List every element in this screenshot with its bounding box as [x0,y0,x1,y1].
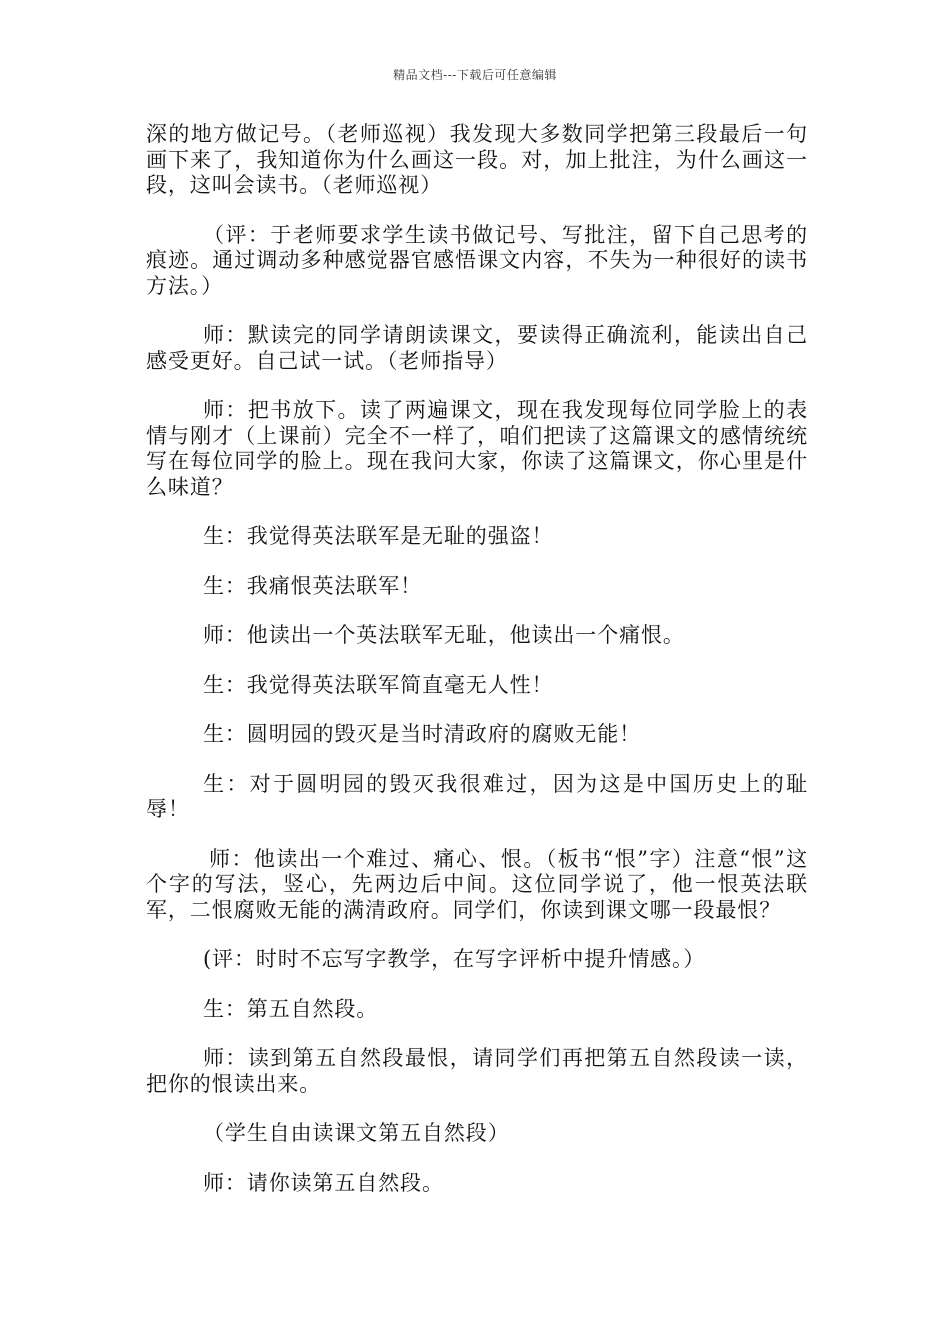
paragraph-8: 生：我觉得英法联军简直毫无人性！ [203,672,554,697]
paragraph-3: 师：默读完的同学请朗读课文，要读得正确流利，能读出自己感受更好。自己试一试。（老师指导） [146,323,808,373]
paragraph-9: 生：圆明园的毁灭是当时清政府的腐败无能！ [203,722,641,746]
paragraph-7: 师：他读出一个英法联军无耻，他读出一个痛恨。 [203,623,685,647]
paragraph-5: 生：我觉得英法联军是无耻的强盗！ [203,524,554,548]
paragraph-1: 深的地方做记号。（老师巡视）我发现大多数同学把第三段最后一句画下来了，我知道你为什么画这一段。对，加上批注，为什么画这一段，这叫会读书。（老师巡视） [146,122,808,197]
page-header: 精品文档---下载后可任意编辑 [393,68,557,82]
paragraph-14: 师：读到第五自然段最恨，请同学们再把第五自然段读一读，把你的恨读出来。 [146,1046,808,1096]
document-body [146,122,808,1196]
paragraph-6: 生：我痛恨英法联军！ [203,573,422,598]
paragraph-16: 师：请你读第五自然段。 [203,1170,444,1195]
paragraph-10: 生：对于圆明园的毁灭我很难过，因为这是中国历史上的耻辱！ [146,771,808,821]
paragraph-4: 师：把书放下。读了两遍课文，现在我发现每位同学脸上的表情与刚才（上课前）完全不一样了，咱们把读了这篇课文的感情统统写在每位同学的脸上。现在我问大家，你读了这篇课文，你心里是什么味道？ [146,398,808,499]
paragraph-13: 生：第五自然段。 [203,996,379,1021]
paragraph-11: 师：他读出一个难过、痛心、恨。（板书“恨”字）注意“恨”这个字的写法，竖心，先两边后中间。这位同学说了，他一恨英法联军，二恨腐败无能的满清政府。同学们，你读到课文哪一段最恨？ [146,846,808,922]
paragraph-15: （学生自由读课文第五自然段） [203,1121,510,1145]
paragraph-2: （评：于老师要求学生读书做记号、写批注，留下自己思考的痕迹。通过调动多种感觉器官感悟课文内容，不失为一种很好的读书方法。） [146,222,808,298]
paragraph-12: (评：时时不忘写字教学，在写字评析中提升情感。） [203,947,706,971]
